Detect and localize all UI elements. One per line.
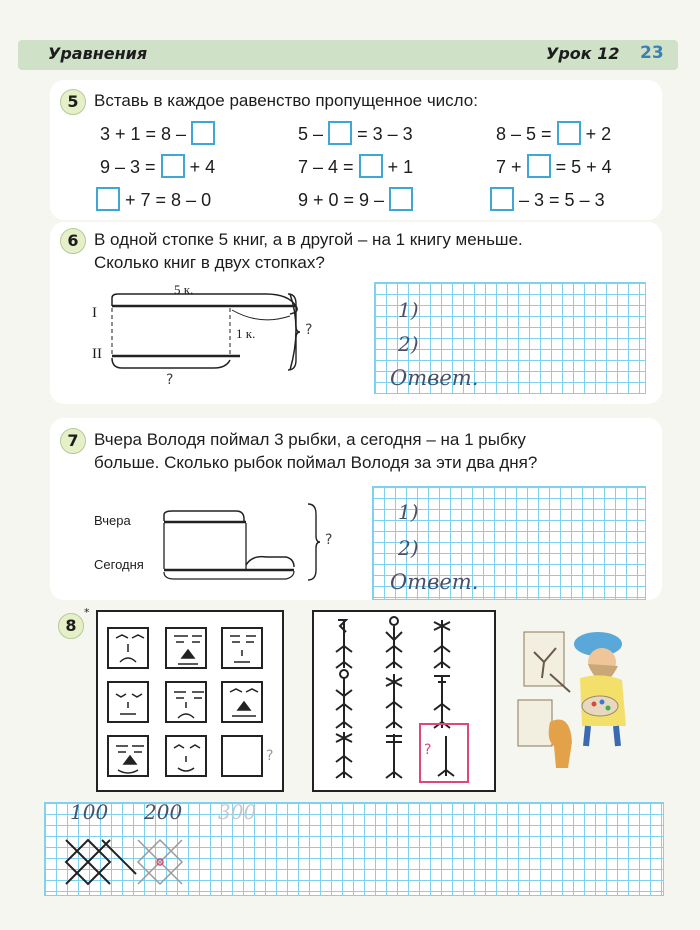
step2-label: 2) xyxy=(398,536,419,560)
sample-number: 100 xyxy=(70,800,109,824)
task6-text-line2: Сколько книг в двух стопках? xyxy=(94,253,325,272)
stick-figures-grid xyxy=(314,612,490,788)
equation: 9 – 3 = + 4 xyxy=(100,154,215,178)
difference-label: 1 к. xyxy=(236,326,256,341)
page-header xyxy=(18,40,678,70)
answer-box[interactable] xyxy=(359,154,383,178)
task7-number: 7 xyxy=(60,428,86,454)
task6-diagram xyxy=(90,278,340,393)
total-unknown-mark: ? xyxy=(305,322,313,338)
equation: 7 – 4 = + 1 xyxy=(298,154,413,178)
section-title: Уравнения xyxy=(48,44,148,63)
pattern-sample xyxy=(62,836,202,892)
step1-label: 1) xyxy=(398,500,419,524)
answer-box[interactable] xyxy=(389,187,413,211)
equation: 3 + 1 = 8 – xyxy=(100,121,215,145)
task5-number: 5 xyxy=(60,89,86,115)
row-label-today: Сегодня xyxy=(94,557,144,572)
equation: 9 + 0 = 9 – xyxy=(298,187,413,211)
row-label-1: I xyxy=(92,305,97,321)
figures-question-mark: ? xyxy=(424,742,432,758)
difficulty-star: * xyxy=(84,606,90,619)
equation: 8 – 5 = + 2 xyxy=(496,121,611,145)
artist-illustration xyxy=(510,622,640,772)
answer-box[interactable] xyxy=(490,187,514,211)
step2-label: 2) xyxy=(398,332,419,356)
faces-grid xyxy=(98,612,280,788)
unknown-mark: ? xyxy=(166,372,174,388)
equation: + 7 = 8 – 0 xyxy=(96,187,211,211)
total-brace xyxy=(286,292,302,372)
equation: 7 + = 5 + 4 xyxy=(496,154,612,178)
task7-text-line1: Вчера Володя поймал 3 рыбки, а сегодня – на 1 рыбку xyxy=(94,430,526,449)
answer-box[interactable] xyxy=(527,154,551,178)
page-number: 23 xyxy=(640,43,664,63)
task5-prompt: Вставь в каждое равенство пропущенное число: xyxy=(94,91,478,110)
task8-number: 8 xyxy=(58,613,84,639)
answer-box[interactable] xyxy=(191,121,215,145)
total-unknown-mark: ? xyxy=(325,532,333,548)
equation: 5 – = 3 – 3 xyxy=(298,121,413,145)
top-length-label: 5 к. xyxy=(174,282,194,297)
step1-label: 1) xyxy=(398,298,419,322)
task6-text-line1: В одной стопке 5 книг, а в другой – на 1 книгу меньше. xyxy=(94,230,523,249)
row-label-yesterday: Вчера xyxy=(94,513,131,528)
faces-question-mark: ? xyxy=(266,748,274,764)
task6-number: 6 xyxy=(60,228,86,254)
answer-label: Ответ. xyxy=(390,570,479,594)
answer-box[interactable] xyxy=(161,154,185,178)
total-brace xyxy=(306,502,322,582)
row-label-2: II xyxy=(92,346,102,362)
sample-number: 200 xyxy=(144,800,183,824)
task7-text-line2: больше. Сколько рыбок поймал Володя за эти два дня? xyxy=(94,453,538,472)
equation: – 3 = 5 – 3 xyxy=(490,187,605,211)
answer-box[interactable] xyxy=(96,187,120,211)
answer-box[interactable] xyxy=(328,121,352,145)
answer-box[interactable] xyxy=(557,121,581,145)
answer-label: Ответ. xyxy=(390,366,479,390)
lesson-label: Урок 12 xyxy=(546,44,620,63)
sample-number: 300 xyxy=(218,800,257,824)
